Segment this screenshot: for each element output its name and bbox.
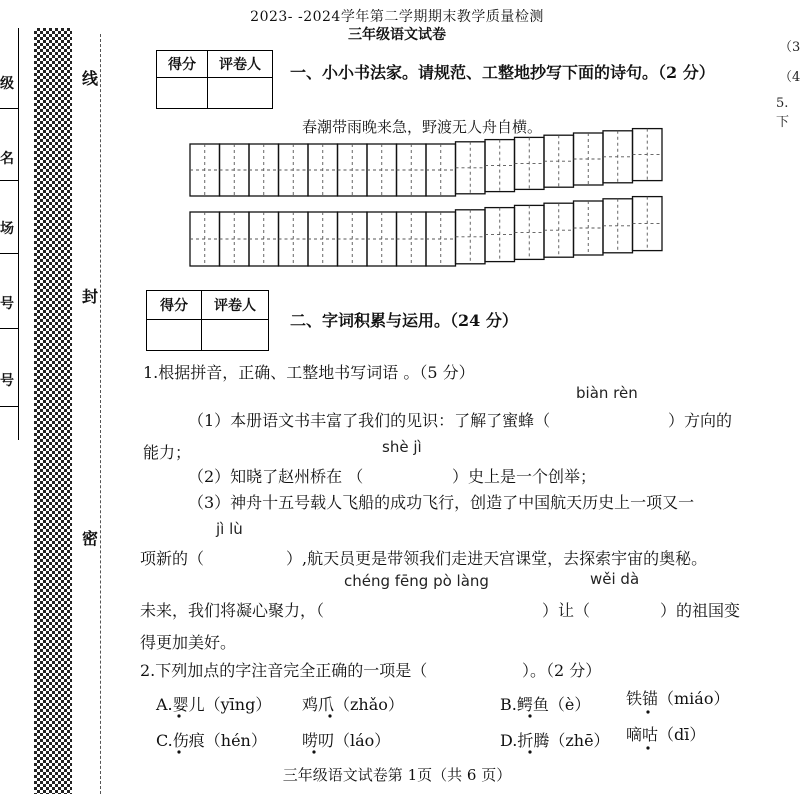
option-d-word2[interactable]: 嘀咕（dī） xyxy=(626,725,706,744)
strip-label: 号 xyxy=(0,373,14,389)
section-title: 二、字词积累与运用。（24 分） xyxy=(290,311,518,330)
score-table xyxy=(146,290,269,351)
divider xyxy=(0,406,18,407)
section-title: 一、小小书法家。请规范、工整地抄写下面的诗句。（2 分） xyxy=(290,63,715,82)
page-footer: 三年级语文试卷第 1页（共 6 页） xyxy=(282,766,512,784)
pinyin-hint: chéng fēng pò làng xyxy=(344,572,489,590)
score-table xyxy=(156,50,273,109)
answer-blank[interactable] xyxy=(210,546,280,568)
score-cell[interactable] xyxy=(147,320,202,351)
pinyin-hint: jì lù xyxy=(216,520,243,538)
question-text: 能力； xyxy=(143,443,192,462)
option-d-word1[interactable]: D.折腾（zhē） xyxy=(500,731,610,750)
question-text: ）让（ xyxy=(542,601,591,620)
option-c-word1[interactable]: C.伤痕（hén） xyxy=(156,731,267,750)
binding-pattern xyxy=(34,28,72,794)
margin-fragment: （3 xyxy=(779,40,800,55)
score-header: 得分 xyxy=(157,51,208,78)
divider xyxy=(0,180,18,181)
question-text: ）史上是一个创举； xyxy=(452,467,597,486)
grader-cell[interactable] xyxy=(208,78,273,109)
question-text: 未来，我们将凝心聚力，（ xyxy=(140,601,325,620)
margin-fragment: （4 xyxy=(779,70,800,85)
binding-dash-line xyxy=(100,34,101,794)
pinyin-hint: biàn rèn xyxy=(576,384,638,402)
strip-label: 级 xyxy=(0,76,14,92)
question-text: （1）本册语文书丰富了我们的见识：了解了蜜蜂（ xyxy=(188,411,551,430)
margin-fragment: 5.下 xyxy=(776,96,790,130)
strip-label: 号 xyxy=(0,296,14,312)
exam-title: 2023- -2024学年第二学期期末教学质量检测 xyxy=(250,9,544,25)
question-text: ）,航天员更是带领我们走进天宫课堂，去探索宇宙的奥秘。 xyxy=(286,549,708,568)
answer-blank[interactable] xyxy=(378,464,448,486)
question-text: ）。（2 分） xyxy=(522,661,602,680)
option-a-word1[interactable]: A.婴儿（yīng） xyxy=(156,695,272,714)
answer-blank[interactable] xyxy=(464,658,520,680)
writing-grid[interactable] xyxy=(186,128,676,268)
question-text: ）方向的 xyxy=(668,411,733,430)
question-text: （2）知晓了赵州桥在 （ xyxy=(188,467,364,486)
score-cell[interactable] xyxy=(157,78,208,109)
pinyin-hint: wěi dà xyxy=(590,570,640,588)
answer-blank[interactable] xyxy=(350,598,540,620)
score-header: 得分 xyxy=(147,291,202,320)
divider xyxy=(0,328,18,329)
grader-cell[interactable] xyxy=(202,320,269,351)
emphasis-dots xyxy=(150,710,710,760)
binding-label: 线 xyxy=(82,66,98,89)
question-text: ）的祖国变 xyxy=(660,601,741,620)
grader-header: 评卷人 xyxy=(202,291,269,320)
question-text: 项新的（ xyxy=(140,549,205,568)
divider xyxy=(0,253,18,254)
exam-subtitle: 三年级语文试卷 xyxy=(348,27,446,43)
option-a-word2[interactable]: 鸡爪（zhǎo） xyxy=(302,695,404,714)
answer-blank[interactable] xyxy=(596,598,656,620)
student-info-strip xyxy=(0,28,19,440)
question-stem: 1.根据拼音，正确、工整地书写词语 。（5 分） xyxy=(143,363,475,382)
answer-blank[interactable] xyxy=(580,408,670,430)
question-text: （3）神舟十五号载人飞船的成功飞行，创造了中国航天历史上一项又一 xyxy=(188,493,695,512)
pinyin-hint: shè jì xyxy=(382,438,422,456)
divider xyxy=(0,108,18,109)
binding-label: 封 xyxy=(82,284,98,307)
binding-label: 密 xyxy=(82,526,98,549)
question-text: 得更加美好。 xyxy=(140,633,237,652)
strip-label: 名 xyxy=(0,151,14,167)
option-b-word1[interactable]: B.鳄鱼（è） xyxy=(500,695,591,714)
question-stem: 2.下列加点的字注音完全正确的一项是（ xyxy=(140,661,428,680)
option-c-word2[interactable]: 唠叨（láo） xyxy=(302,731,391,750)
option-b-word2[interactable]: 铁锚（miáo） xyxy=(626,689,730,708)
grader-header: 评卷人 xyxy=(208,51,273,78)
strip-label: 场 xyxy=(0,221,14,237)
poem-line: 春潮带雨晚来急，野渡无人舟自横。 xyxy=(302,118,543,136)
